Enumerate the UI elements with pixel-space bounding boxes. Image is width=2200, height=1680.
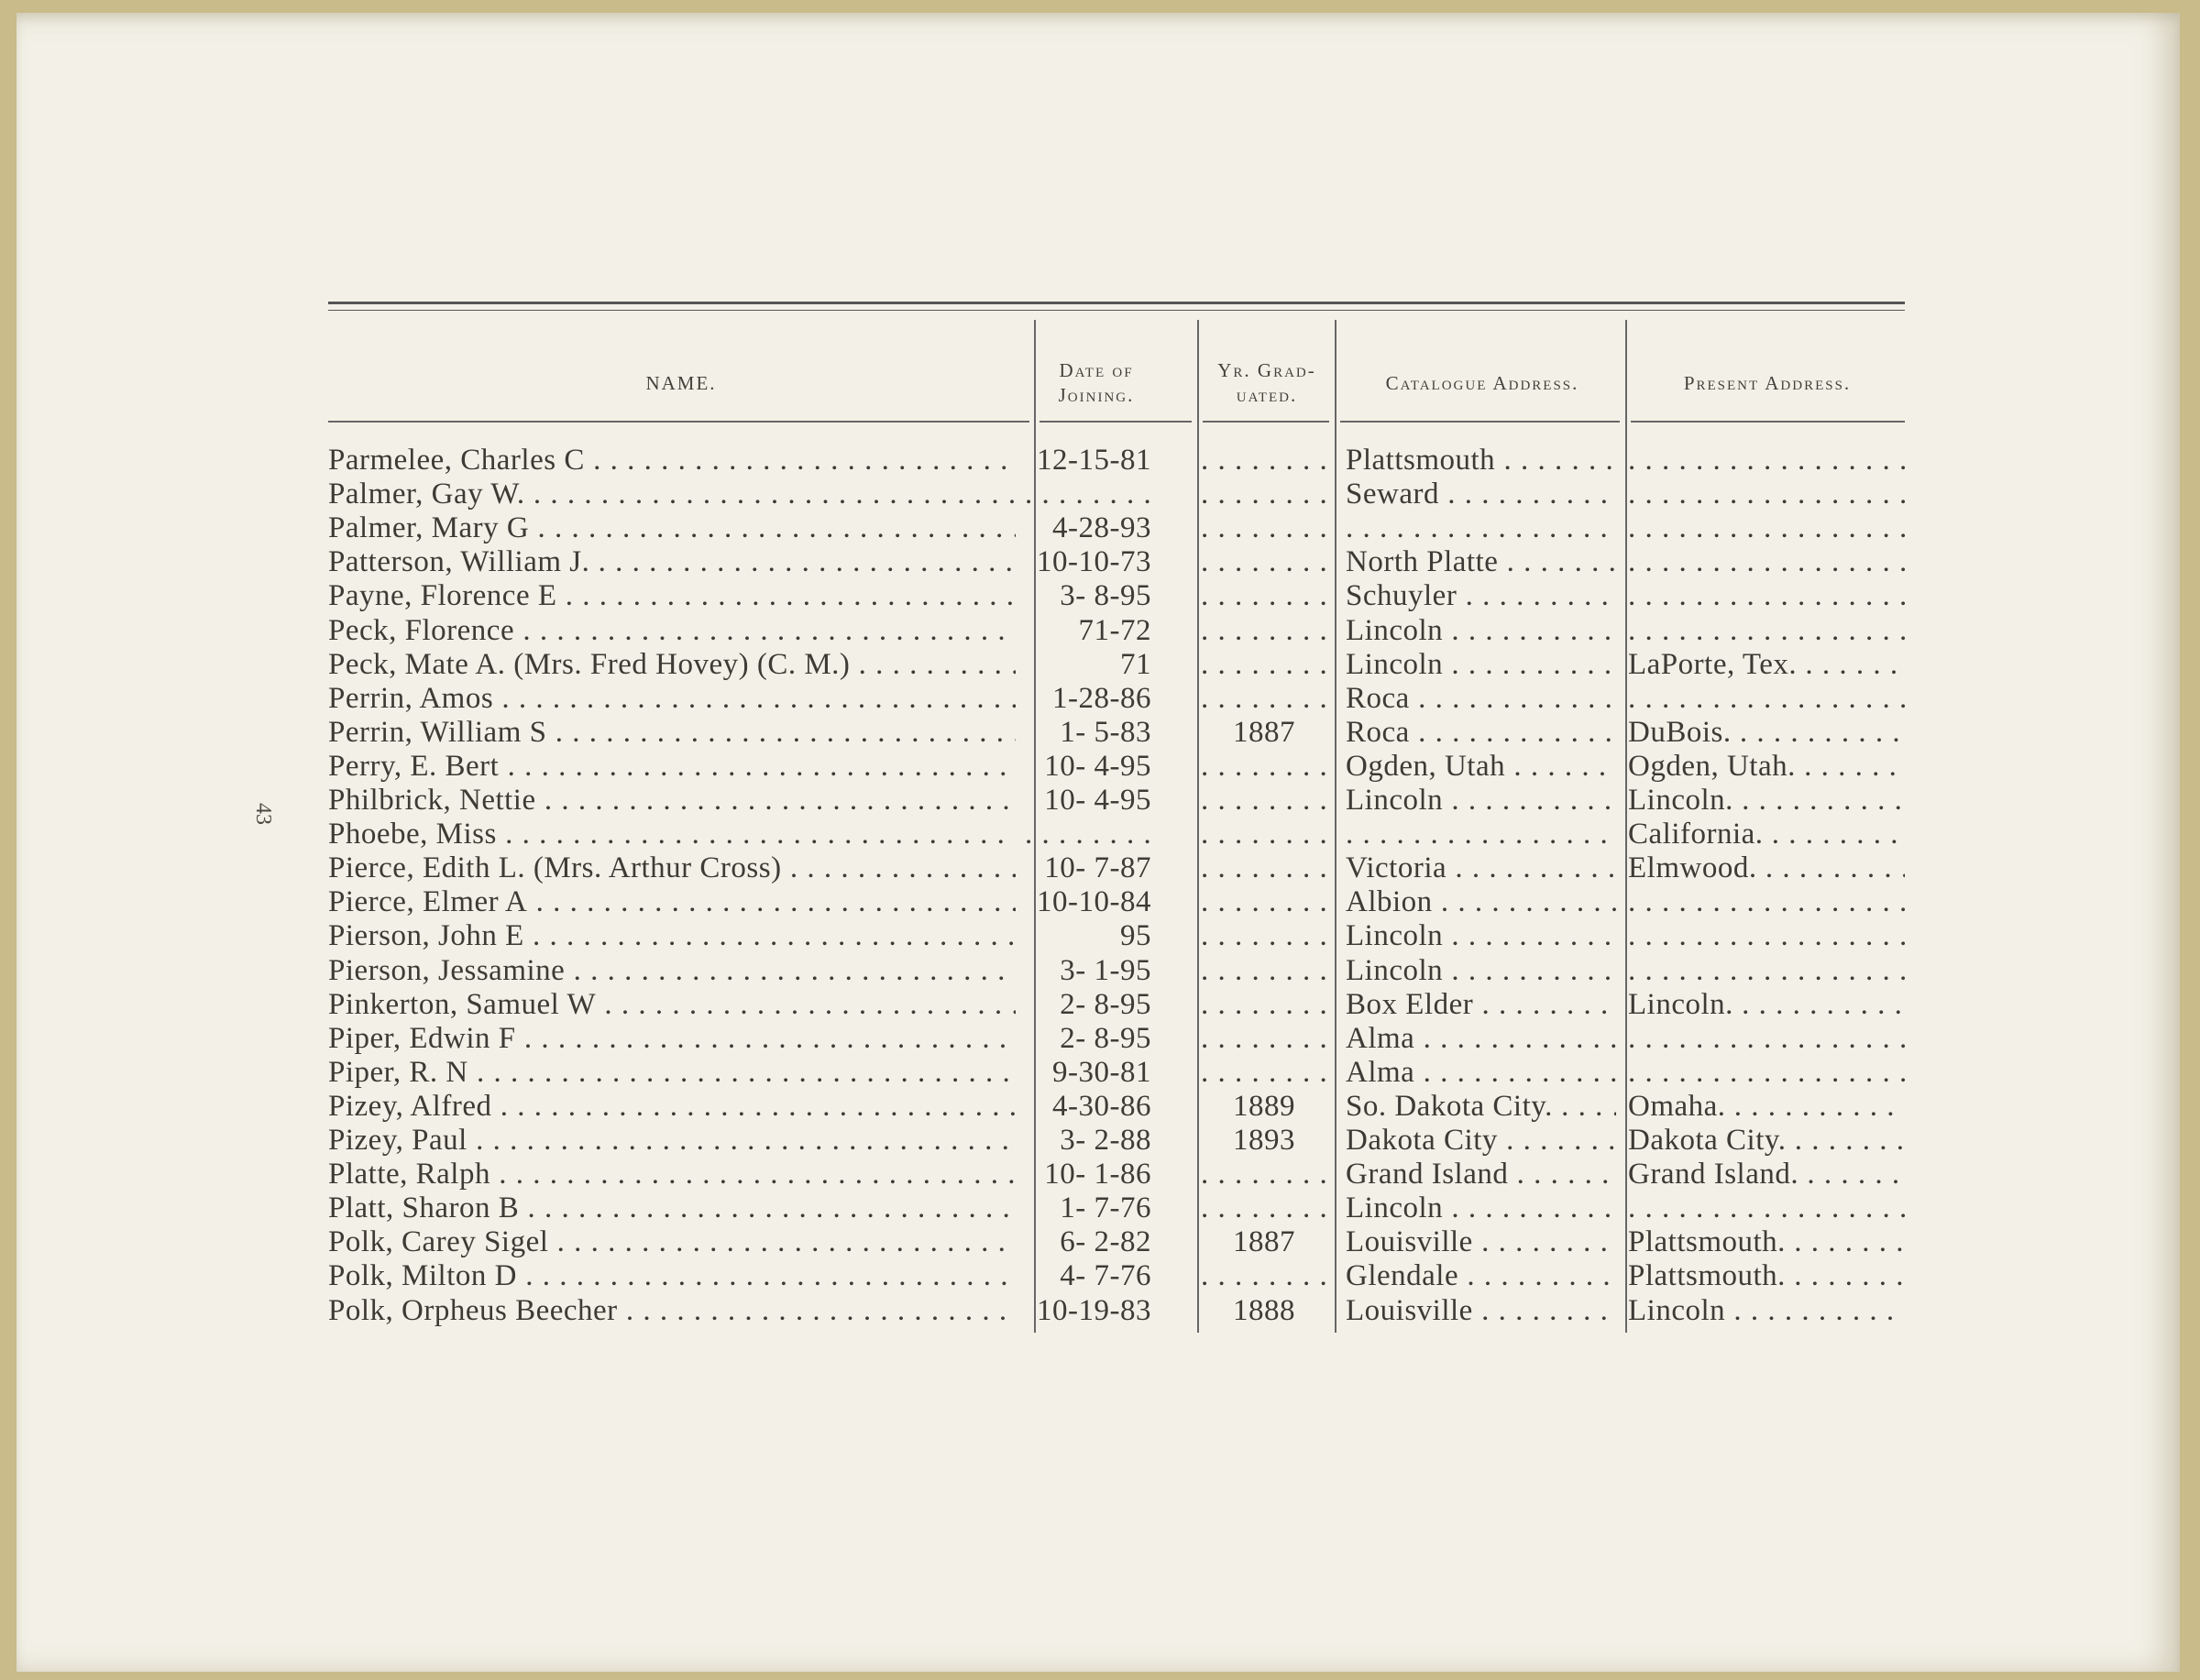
cell-name: Palmer, Mary G . . . <box>328 511 1016 545</box>
cell-present-address: DuBois. . . . <box>1628 716 1905 750</box>
cell-catalogue-address: Grand Island . . . <box>1346 1158 1616 1191</box>
cell-year <box>1201 988 1327 1022</box>
cell-present-address <box>1628 511 1905 545</box>
cell-present-address <box>1628 954 1905 988</box>
top-rule-thick <box>328 302 1905 304</box>
cell-catalogue-address: Lincoln . . . <box>1346 614 1616 648</box>
header-rule <box>1203 421 1329 423</box>
cell-present-address <box>1628 1191 1905 1225</box>
cell-year <box>1201 1259 1327 1293</box>
top-rule-thin <box>328 310 1905 311</box>
header-rule <box>1040 421 1192 423</box>
cell-year <box>1201 1056 1327 1090</box>
table-row <box>328 1259 1905 1293</box>
cell-present-address <box>1628 614 1905 648</box>
cell-name: Palmer, Gay W. . . . <box>328 478 1016 511</box>
cell-name: Pierson, John E . . . <box>328 919 1016 953</box>
cell-year <box>1201 1158 1327 1191</box>
cell-present-address <box>1628 478 1905 511</box>
cell-catalogue-address: Albion . . . <box>1346 885 1616 919</box>
header-rule <box>1631 421 1905 423</box>
cell-present-address: Ogden, Utah. . . . <box>1628 750 1905 784</box>
cell-catalogue-address: North Platte . . . <box>1346 545 1616 579</box>
cell-present-address: Lincoln. . . . <box>1628 988 1905 1022</box>
header-rule <box>328 421 1029 423</box>
cell-name: Pizey, Paul . . . <box>328 1124 1016 1158</box>
table-row <box>328 784 1905 818</box>
cell-date <box>1025 818 1151 851</box>
cell-name: Peck, Florence . . . <box>328 614 1016 648</box>
cell-present-address: Plattsmouth. . . . <box>1628 1259 1905 1293</box>
cell-year <box>1201 545 1327 579</box>
cell-name: Perrin, Amos . . . <box>328 682 1016 716</box>
cell-date: 10- 4-95 <box>1044 749 1151 783</box>
cell-name: Philbrick, Nettie . . . <box>328 784 1016 818</box>
cell-present-address: Lincoln. . . . <box>1628 784 1905 818</box>
cell-date <box>1025 478 1151 511</box>
cell-date: 3- 8-95 <box>1060 579 1151 613</box>
cell-year <box>1201 954 1327 988</box>
table-row <box>328 750 1905 784</box>
cell-name: Parmelee, Charles C . . . <box>328 444 1016 478</box>
cell-name: Pierson, Jessamine . . . <box>328 954 1016 988</box>
table-row <box>328 1158 1905 1191</box>
cell-name: Patterson, William J. . . . <box>328 545 1016 579</box>
table-row <box>328 1022 1905 1056</box>
table-row <box>328 1124 1905 1158</box>
cell-catalogue-address: Louisville . . . <box>1346 1294 1616 1328</box>
table-row <box>328 545 1905 579</box>
cell-name: Polk, Carey Sigel . . . <box>328 1225 1016 1259</box>
cell-year <box>1201 919 1327 953</box>
cell-present-address: Dakota City. . . . <box>1628 1124 1905 1158</box>
table-row <box>328 511 1905 545</box>
table-row <box>328 988 1905 1022</box>
cell-name: Pinkerton, Samuel W . . . <box>328 988 1016 1022</box>
cell-year <box>1201 614 1327 648</box>
cell-name: Pierce, Elmer A . . . <box>328 885 1016 919</box>
table-row <box>328 954 1905 988</box>
cell-present-address: Elmwood. . . . <box>1628 851 1905 885</box>
table-row <box>328 579 1905 613</box>
cell-date: 10-19-83 <box>1037 1293 1151 1327</box>
cell-catalogue-address: Louisville . . . <box>1346 1225 1616 1259</box>
document-page <box>16 13 2180 1672</box>
cell-present-address: LaPorte, Tex. . . . <box>1628 648 1905 682</box>
cell-catalogue-address: Seward . . . <box>1346 478 1616 511</box>
cell-name: Perrin, William S . . . <box>328 716 1016 750</box>
cell-name: Platt, Sharon B . . . <box>328 1191 1016 1225</box>
cell-year <box>1201 444 1327 478</box>
cell-date: 12-15-81 <box>1037 444 1151 477</box>
cell-catalogue-address: Lincoln . . . <box>1346 784 1616 818</box>
cell-date: 95 <box>1120 919 1151 953</box>
cell-date: 10-10-73 <box>1037 545 1151 579</box>
table-row <box>328 1191 1905 1225</box>
cell-catalogue-address: Schuyler . . . <box>1346 579 1616 613</box>
cell-year <box>1201 818 1327 851</box>
table-row <box>328 648 1905 682</box>
cell-year: 1893 <box>1233 1124 1295 1157</box>
page-number: 43 <box>251 803 275 825</box>
cell-name: Phoebe, Miss . . . <box>328 818 1016 851</box>
cell-catalogue-address: Box Elder . . . <box>1346 988 1616 1022</box>
cell-year <box>1201 750 1327 784</box>
cell-catalogue-address: Roca . . . <box>1346 716 1616 750</box>
cell-year: 1887 <box>1233 715 1295 749</box>
cell-date: 9-30-81 <box>1052 1055 1151 1089</box>
table-row <box>328 885 1905 919</box>
cell-catalogue-address: So. Dakota City. . . . <box>1346 1090 1616 1124</box>
cell-catalogue-address <box>1346 818 1616 851</box>
cell-present-address <box>1628 444 1905 478</box>
cell-name: Peck, Mate A. (Mrs. Fred Hovey) (C. M.) . . . <box>328 648 1016 682</box>
cell-year: 1887 <box>1233 1225 1295 1259</box>
cell-catalogue-address: Lincoln . . . <box>1346 954 1616 988</box>
cell-date: 1-28-86 <box>1052 681 1151 715</box>
cell-catalogue-address: Lincoln . . . <box>1346 919 1616 953</box>
table-row <box>328 444 1905 478</box>
cell-present-address <box>1628 579 1905 613</box>
cell-catalogue-address: Dakota City . . . <box>1346 1124 1616 1158</box>
table-row <box>328 716 1905 750</box>
cell-present-address <box>1628 682 1905 716</box>
cell-year: 1888 <box>1233 1293 1295 1327</box>
cell-present-address <box>1628 1056 1905 1090</box>
cell-name: Polk, Orpheus Beecher . . . <box>328 1294 1016 1328</box>
cell-year <box>1201 784 1327 818</box>
cell-present-address: Lincoln . . . <box>1628 1294 1905 1328</box>
cell-catalogue-address: Roca . . . <box>1346 682 1616 716</box>
cell-year <box>1201 511 1327 545</box>
cell-year <box>1201 648 1327 682</box>
table-row <box>328 1056 1905 1090</box>
cell-year <box>1201 682 1327 716</box>
cell-year <box>1201 1022 1327 1056</box>
cell-present-address: Plattsmouth. . . . <box>1628 1225 1905 1259</box>
cell-catalogue-address: Plattsmouth . . . <box>1346 444 1616 478</box>
cell-catalogue-address: Alma . . . <box>1346 1022 1616 1056</box>
cell-catalogue-address: Victoria . . . <box>1346 851 1616 885</box>
cell-present-address <box>1628 919 1905 953</box>
cell-year <box>1201 885 1327 919</box>
cell-name: Pierce, Edith L. (Mrs. Arthur Cross) . . . <box>328 851 1016 885</box>
table-row <box>328 818 1905 851</box>
cell-name: Polk, Milton D . . . <box>328 1259 1016 1293</box>
table-row <box>328 851 1905 885</box>
table-row <box>328 478 1905 511</box>
table-row <box>328 682 1905 716</box>
cell-date: 1- 5-83 <box>1060 715 1151 749</box>
cell-present-address: California. . . . <box>1628 818 1905 851</box>
header-rule <box>1340 421 1620 423</box>
cell-name: Payne, Florence E . . . <box>328 579 1016 613</box>
cell-present-address <box>1628 545 1905 579</box>
header-present-address: Present Address. <box>1683 371 1852 394</box>
cell-present-address <box>1628 885 1905 919</box>
cell-catalogue-address: Ogden, Utah . . . <box>1346 750 1616 784</box>
cell-name: Piper, R. N . . . <box>328 1056 1016 1090</box>
cell-date: 3- 1-95 <box>1060 953 1151 987</box>
members-table <box>328 302 1905 1333</box>
cell-date: 71 <box>1120 647 1151 681</box>
cell-name: Perry, E. Bert . . . <box>328 750 1016 784</box>
cell-date: 1- 7-76 <box>1060 1191 1151 1225</box>
header-year: Yr. Grad- uated. <box>1217 359 1316 406</box>
table-row <box>328 919 1905 953</box>
cell-catalogue-address <box>1346 511 1616 545</box>
cell-date: 10- 1-86 <box>1044 1158 1151 1191</box>
cell-present-address <box>1628 1022 1905 1056</box>
cell-present-address: Omaha. . . . <box>1628 1090 1905 1124</box>
cell-year <box>1201 851 1327 885</box>
cell-name: Pizey, Alfred . . . <box>328 1090 1016 1124</box>
header-catalogue-address: Catalogue Address. <box>1385 371 1579 394</box>
table-row <box>328 1090 1905 1124</box>
cell-date: 71-72 <box>1078 613 1151 647</box>
cell-date: 4- 7-76 <box>1060 1259 1151 1293</box>
cell-name: Piper, Edwin F . . . <box>328 1022 1016 1056</box>
cell-catalogue-address: Alma . . . <box>1346 1056 1616 1090</box>
cell-catalogue-address: Glendale . . . <box>1346 1259 1616 1293</box>
cell-date: 6- 2-82 <box>1060 1225 1151 1259</box>
cell-year <box>1201 1191 1327 1225</box>
header-date: Date of Joining. <box>1058 359 1135 406</box>
table-row <box>328 1225 1905 1259</box>
cell-catalogue-address: Lincoln . . . <box>1346 1191 1616 1225</box>
table-row <box>328 1294 1905 1328</box>
cell-name: Platte, Ralph . . . <box>328 1158 1016 1191</box>
cell-date: 10- 7-87 <box>1044 851 1151 885</box>
header-name: NAME. <box>645 371 717 394</box>
cell-date: 2- 8-95 <box>1060 1021 1151 1055</box>
cell-date: 3- 2-88 <box>1060 1124 1151 1157</box>
cell-present-address: Grand Island. . . . <box>1628 1158 1905 1191</box>
cell-date: 10-10-84 <box>1037 885 1151 919</box>
cell-date: 4-28-93 <box>1052 511 1151 545</box>
cell-date: 4-30-86 <box>1052 1089 1151 1123</box>
table-row <box>328 614 1905 648</box>
cell-year <box>1201 579 1327 613</box>
cell-year <box>1201 478 1327 511</box>
cell-date: 2- 8-95 <box>1060 987 1151 1021</box>
cell-year: 1889 <box>1233 1089 1295 1123</box>
cell-date: 10- 4-95 <box>1044 784 1151 817</box>
cell-catalogue-address: Lincoln . . . <box>1346 648 1616 682</box>
